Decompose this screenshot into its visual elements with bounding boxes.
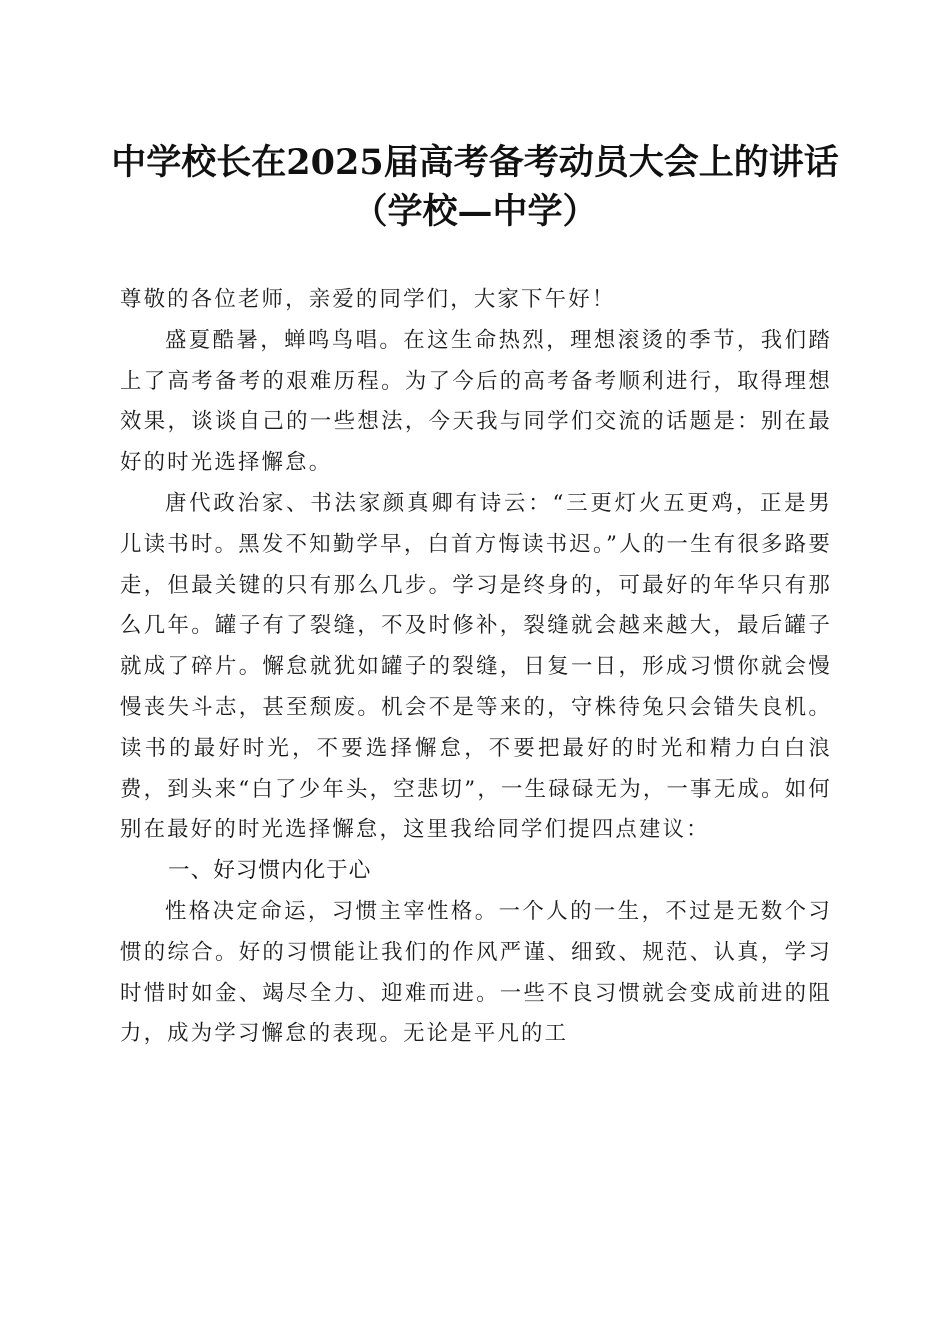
paragraph-habits: 性格决定命运，习惯主宰性格。一个人的一生，不过是无数个习惯的综合。好的习惯能让我们的作风严谨、细致、规范、认真，学习时惜时如金、竭尽全力、迎难而进。一些不良习惯就会变成前进的阻力，成为学习懈怠的表现。无论是平凡的工 bbox=[120, 898, 832, 1047]
document-title: 中学校长在2025届高考备考动员大会上的讲话（学校—中学） bbox=[111, 142, 839, 232]
greeting: 尊敬的各位老师，亲爱的同学们，大家下午好！ bbox=[120, 287, 616, 312]
document-body bbox=[120, 280, 832, 1055]
paragraph-intro: 盛夏酷暑，蝉鸣鸟唱。在这生命热烈，理想滚烫的季节，我们踏上了高考备考的艰难历程。为了今后的高考备考顺利进行，取得理想效果，谈谈自己的一些想法，今天我与同学们交流的话题是：别在最好的时光选择懈怠。 bbox=[120, 327, 832, 476]
paragraph-poem: 唐代政治家、书法家颜真卿有诗云：“三更灯火五更鸡，正是男儿读书时。黑发不知勤学早，白首方悔读书迟。”人的一生有很多路要走，但最关键的只有那么几步。学习是终身的，可最好的年华只有那么几年。罐子有了裂缝，不及时修补，裂缝就会越来越大，最后罐子就成了碎片。懈怠就犹如罐子的裂缝，日复一日，形成习惯你就会慢慢丧失斗志，甚至颓废。机会不是等来的，守株待兔只会错失良机。读书的最好时光，不要选择懈怠，不要把最好的时光和精力白白浪费，到头来“白了少年头，空悲切”，一生碌碌无为，一事无成。如何别在最好的时光选择懈怠，这里我给同学们提四点建议： bbox=[120, 490, 832, 843]
section-heading: 一、好习惯内化于心 bbox=[168, 858, 372, 884]
